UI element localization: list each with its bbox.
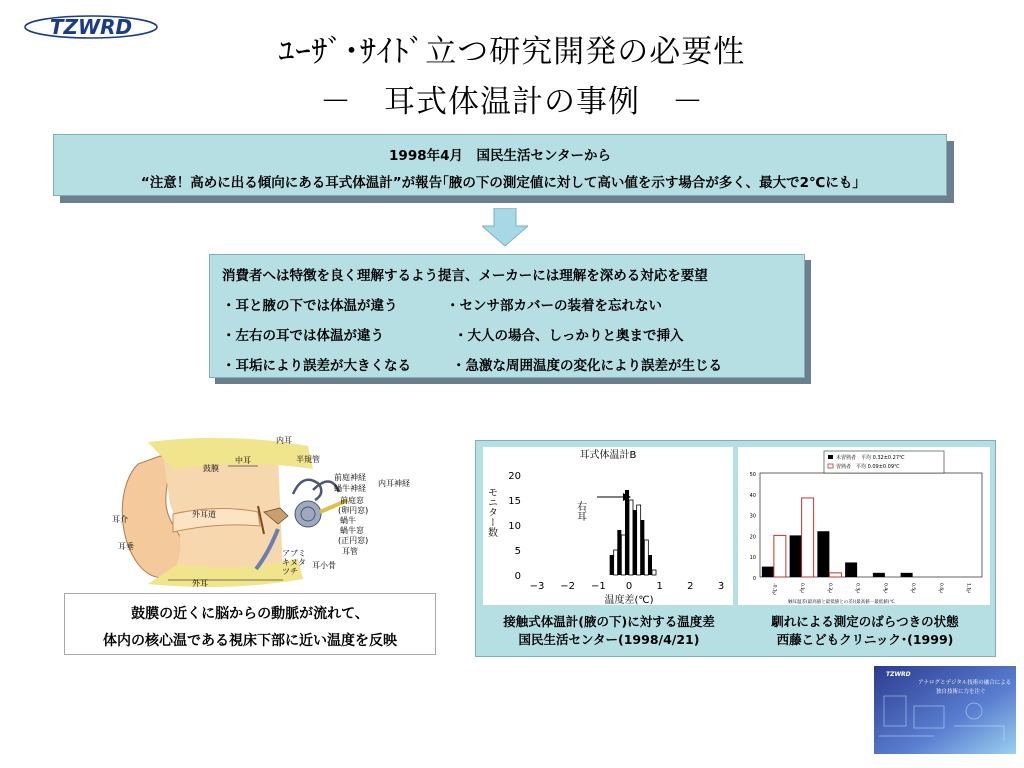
- svg-text:耳小骨: 耳小骨: [312, 561, 336, 570]
- legend-entry: 習熟者 平均 0.09±0.09℃: [836, 464, 900, 470]
- svg-text:前庭神経: 前庭神経: [334, 473, 366, 482]
- bar: [625, 490, 629, 575]
- svg-text:蝸牛: 蝸牛: [340, 516, 356, 525]
- chart2-caption-line-2: 西藤こどもクリニック･(1999): [776, 632, 954, 647]
- bar: [829, 573, 841, 577]
- svg-text:ツチ: ツチ: [282, 567, 298, 576]
- svg-text:アナログとデジタル技術の融合による: アナログとデジタル技術の融合による: [918, 680, 1012, 686]
- temperature-difference-chart: [483, 447, 733, 605]
- chart1-caption-line-2: 国民生活センター(1998/4/21): [518, 632, 700, 647]
- y-tick-label: 0: [752, 576, 756, 582]
- x-tick-label: 2: [687, 581, 694, 592]
- bar: [762, 567, 774, 577]
- bar: [873, 573, 885, 577]
- y-tick-label: 5: [514, 546, 521, 557]
- y-tick-label: 20: [508, 471, 521, 482]
- bar: [802, 498, 814, 577]
- notice-box: [53, 134, 947, 196]
- measurement-variation-chart: [738, 447, 990, 605]
- svg-text:TZWRD: TZWRD: [49, 15, 133, 39]
- ear-caption-box: [64, 593, 436, 655]
- svg-text:外耳道: 外耳道: [192, 510, 216, 519]
- bar: [648, 555, 652, 575]
- recommend-header: 消費者へは特徴を良く理解するよう提言、メーカーには理解を深める対応を要望: [222, 268, 708, 284]
- svg-text:半規管: 半規管: [296, 455, 320, 464]
- svg-text:耳介: 耳介: [112, 515, 128, 524]
- bar: [614, 550, 618, 575]
- bar: [644, 540, 648, 575]
- chart2-caption: [738, 612, 992, 648]
- chart2-xlabel: 触耳温差(最高値と最低値との差)(最高値－最低値)℃: [788, 600, 895, 605]
- legend-swatch: [828, 464, 833, 468]
- bar: [610, 555, 614, 575]
- svg-text:(正円窓): (正円窓): [338, 536, 369, 545]
- y-tick-label: 0: [514, 571, 521, 582]
- x-tick-label: −1: [590, 581, 606, 592]
- bar: [633, 510, 637, 575]
- svg-text:アブミ: アブミ: [282, 549, 306, 558]
- chart2-caption-line-1: 馴れによる測定のばらつきの状態: [771, 614, 959, 629]
- bar: [621, 535, 625, 575]
- bar: [817, 531, 829, 577]
- bar: [845, 562, 857, 577]
- legend-swatch: [828, 455, 833, 459]
- svg-text:独自技術に力を注ぐ: 独自技術に力を注ぐ: [936, 689, 986, 695]
- notice-line-1: 1998年4月 国民生活センターから: [389, 148, 611, 164]
- recommend-item: ・センサ部カバーの装着を忘れない: [446, 298, 662, 314]
- svg-text:蝸牛窓: 蝸牛窓: [340, 526, 364, 535]
- x-tick-label: 1: [656, 581, 663, 592]
- ear-anatomy-diagram: [108, 434, 438, 592]
- svg-text:耳管: 耳管: [342, 547, 358, 556]
- y-tick-label: 15: [508, 496, 521, 507]
- x-tick-label: -0.1℃: [771, 583, 777, 597]
- x-tick-label: 0.4℃: [882, 583, 888, 596]
- chart1-annotation: 右耳: [574, 501, 586, 521]
- recommend-item: ・左右の耳では体温が違う: [222, 328, 384, 344]
- page-title: ﾕｰｻﾞ･ｻｲﾄﾞ立つ研究開発の必要性: [278, 34, 746, 70]
- x-tick-label: 0.2℃: [826, 583, 832, 596]
- bar: [790, 535, 802, 577]
- recommend-box: [209, 254, 805, 378]
- bar: [640, 520, 644, 575]
- tzwrd-logo: [22, 12, 160, 42]
- recommend-item: ・大人の場合、しっかりと奥まで挿入: [454, 328, 684, 344]
- svg-text:前庭窓: 前庭窓: [340, 496, 364, 505]
- svg-text:中耳: 中耳: [235, 456, 251, 465]
- svg-text:外耳: 外耳: [192, 579, 208, 588]
- x-tick-label: 0.6℃: [937, 583, 943, 596]
- recommend-item: ・耳と腋の下では体温が違う: [222, 298, 398, 314]
- recommend-item: ・耳垢により誤差が大きくなる: [222, 358, 411, 374]
- x-tick-label: 0: [625, 581, 633, 592]
- svg-text:鼓膜: 鼓膜: [203, 464, 219, 473]
- svg-text:キヌタ: キヌタ: [282, 558, 306, 567]
- legend-entry: 未習熟者 平均 0.32±0.27℃: [836, 455, 905, 461]
- x-tick-label: 3: [717, 581, 725, 592]
- bar: [774, 535, 786, 577]
- svg-text:耳垂: 耳垂: [118, 542, 134, 551]
- chart1-caption-line-1: 接触式体温計(腋の下)に対する温度差: [503, 614, 715, 629]
- notice-line-2: “注意！高めに出る傾向にある耳式体温計”が報告｢腋の下の測定値に対して高い値を示す場合が多く、最大で2℃にも｣: [140, 175, 860, 191]
- bar: [637, 505, 641, 575]
- y-tick-label: 20: [749, 534, 756, 541]
- recommend-item: ・急激な周囲温度の変化により誤差が生じる: [452, 358, 722, 374]
- y-tick-label: 40: [749, 492, 756, 499]
- chart1-caption: [480, 612, 738, 648]
- bar: [652, 570, 656, 575]
- y-tick-label: 10: [508, 521, 521, 532]
- x-tick-label: −3: [529, 581, 545, 592]
- y-tick-label: 50: [749, 472, 756, 478]
- bar: [629, 500, 633, 575]
- y-tick-label: 30: [749, 513, 756, 520]
- bar: [901, 573, 913, 577]
- ear-caption-line-1: 鼓膜の近くに脳からの動脈が流れて、: [131, 606, 369, 622]
- chart1-ylabel: モニター数: [485, 487, 497, 537]
- svg-text:(卵円窓): (卵円窓): [338, 506, 369, 515]
- y-tick-label: 10: [749, 555, 756, 562]
- page-subtitle: － 耳式体温計の事例 －: [320, 84, 704, 120]
- x-tick-label: −2: [560, 581, 576, 592]
- svg-text:内耳: 内耳: [276, 436, 292, 445]
- svg-text:蝸牛神経: 蝸牛神経: [334, 484, 366, 493]
- bar: [617, 530, 621, 575]
- svg-text:内耳神経: 内耳神経: [378, 479, 410, 488]
- down-arrow-icon: [482, 208, 528, 246]
- slide-thumbnail[interactable]: [874, 666, 1016, 754]
- x-tick-label: 1.1℃: [965, 583, 971, 596]
- svg-text:TZWRD: TZWRD: [886, 671, 911, 678]
- ear-caption-line-2: 体内の核心温である視床下部に近い温度を反映: [103, 633, 397, 649]
- x-tick-label: 0.1℃: [799, 583, 805, 596]
- x-tick-label: 0.5℃: [910, 583, 916, 596]
- x-tick-label: 0.3℃: [854, 583, 860, 596]
- chart1-xlabel: 温度差(℃): [604, 595, 654, 605]
- chart1-title: 耳式体温計B: [579, 450, 637, 461]
